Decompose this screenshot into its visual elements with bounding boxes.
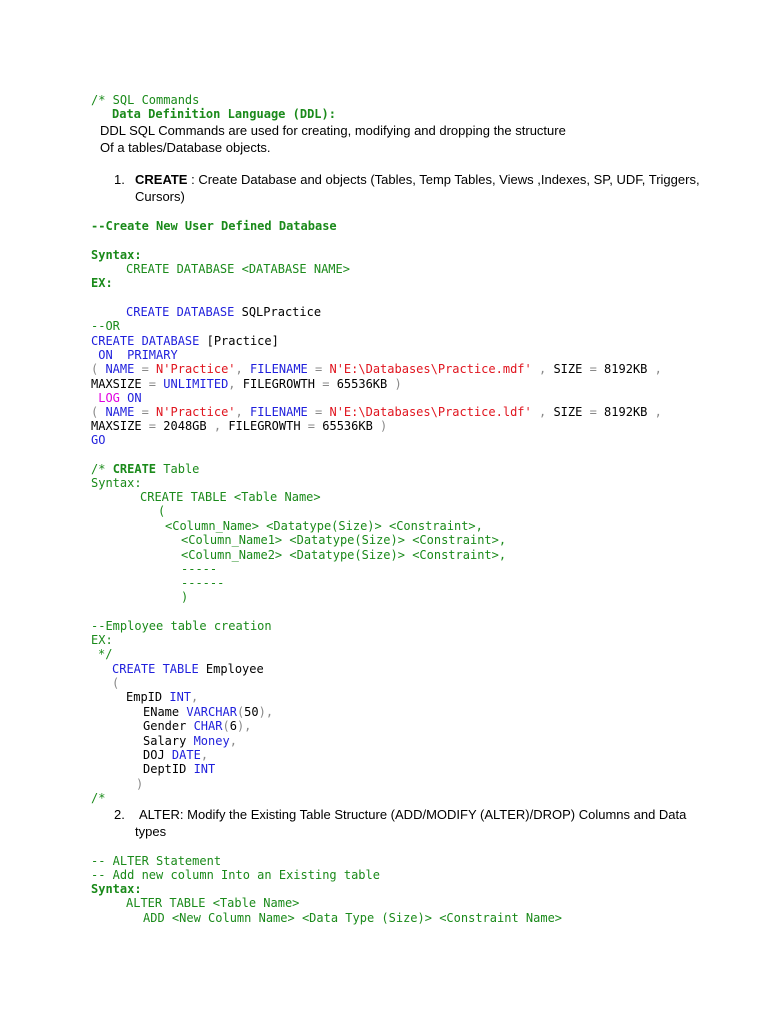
- create-db-example: [126, 305, 321, 319]
- on-primary: ON PRIMARY: [91, 348, 178, 362]
- alter-statement-comment: -- ALTER Statement: [91, 854, 222, 868]
- column-def-dashes-2: ------: [181, 576, 225, 590]
- column-def-2: <Column_Name2> <Datatype(Size)> <Constraint>,: [181, 548, 507, 562]
- create-table-comment: /* CREATE Table: [91, 462, 200, 476]
- data-file-spec: ( NAME = N'Practice', FILENAME = N'E:\Databases\Practice.mdf' , SIZE = 8192KB ,: [91, 362, 662, 376]
- employee-close-paren: ): [136, 777, 144, 791]
- log-file-spec: ( NAME = N'Practice', FILENAME = N'E:\Databases\Practice.ldf' , SIZE = 8192KB ,: [91, 405, 662, 419]
- log-on: [91, 391, 142, 405]
- create-table-open-paren: (: [158, 504, 166, 518]
- column-doj: DOJ DATE,: [143, 748, 209, 762]
- practice-db-name: [Practice]: [199, 334, 279, 348]
- create-database-keyword-2: CREATE DATABASE: [91, 334, 200, 348]
- create-employee-table: [112, 662, 264, 676]
- create-database-keyword: CREATE DATABASE: [126, 305, 235, 319]
- list-number-1: 1.: [114, 172, 125, 187]
- employee-open-paren: (: [112, 676, 120, 690]
- data-file-spec-continued: MAXSIZE = UNLIMITED, FILEGROWTH = 65536KB ): [91, 377, 402, 391]
- column-def-dashes-1: -----: [181, 562, 218, 576]
- column-ename: EName VARCHAR(50),: [143, 705, 274, 719]
- column-salary: Salary Money,: [143, 734, 237, 748]
- create-db-practice: [91, 334, 279, 348]
- syntax-label-3: Syntax:: [91, 882, 142, 896]
- create-description: : Create Database and objects (Tables, Temp Tables, Views ,Indexes, SP, UDF, Triggers,: [187, 172, 700, 187]
- comment-close: */: [98, 647, 113, 661]
- column-deptid: DeptID INT: [143, 762, 216, 776]
- add-column-comment: -- Add new column Into an Existing table: [91, 868, 380, 882]
- column-empid: EmpID INT,: [126, 690, 199, 704]
- log-file-spec-continued: MAXSIZE = 2048GB , FILEGROWTH = 65536KB ): [91, 419, 388, 433]
- create-table-keyword: CREATE TABLE: [112, 662, 199, 676]
- create-keyword: CREATE: [135, 172, 188, 187]
- example-label-1: EX:: [91, 276, 113, 290]
- employee-table-name: Employee: [198, 662, 264, 676]
- go-keyword: GO: [91, 433, 106, 447]
- list-item-alter-continued: types: [135, 824, 167, 839]
- list-number-2: 2.: [114, 807, 125, 822]
- alter-table-syntax: ALTER TABLE <Table Name>: [126, 896, 300, 910]
- ddl-description-line2: Of a tables/Database objects.: [100, 140, 271, 155]
- create-db-comment: --Create New User Defined Database: [91, 219, 337, 233]
- list-item-create: [135, 171, 700, 188]
- create-db-syntax: CREATE DATABASE <DATABASE NAME>: [126, 262, 350, 276]
- create-table-syntax: CREATE TABLE <Table Name>: [140, 490, 321, 504]
- sql-commands-comment: /* SQL Commands: [91, 93, 200, 107]
- add-column-syntax: ADD <New Column Name> <Data Type (Size)> <Constraint Name>: [143, 911, 563, 925]
- create-table-close-paren: ): [181, 590, 189, 604]
- list-item-alter: ALTER: Modify the Existing Table Structure (ADD/MODIFY (ALTER)/DROP) Columns and Data: [139, 807, 687, 822]
- column-def-1: <Column_Name1> <Datatype(Size)> <Constraint>,: [181, 533, 507, 547]
- list-item-create-continued: Cursors): [135, 189, 185, 204]
- log-keyword: LOG: [91, 391, 120, 405]
- ddl-description-line1: DDL SQL Commands are used for creating, modifying and dropping the structure: [100, 123, 566, 138]
- database-name: SQLPractice: [234, 305, 322, 319]
- comment-open: /*: [91, 791, 106, 805]
- column-gender: Gender CHAR(6),: [143, 719, 252, 733]
- ddl-heading: Data Definition Language (DDL):: [112, 107, 336, 121]
- syntax-label-1: Syntax:: [91, 248, 142, 262]
- column-def-0: <Column_Name> <Datatype(Size)> <Constraint>,: [165, 519, 483, 533]
- employee-table-comment: --Employee table creation: [91, 619, 272, 633]
- example-label-2: EX:: [91, 633, 113, 647]
- syntax-label-2: Syntax:: [91, 476, 142, 490]
- on-keyword: ON: [119, 391, 142, 405]
- or-comment: --OR: [91, 319, 120, 333]
